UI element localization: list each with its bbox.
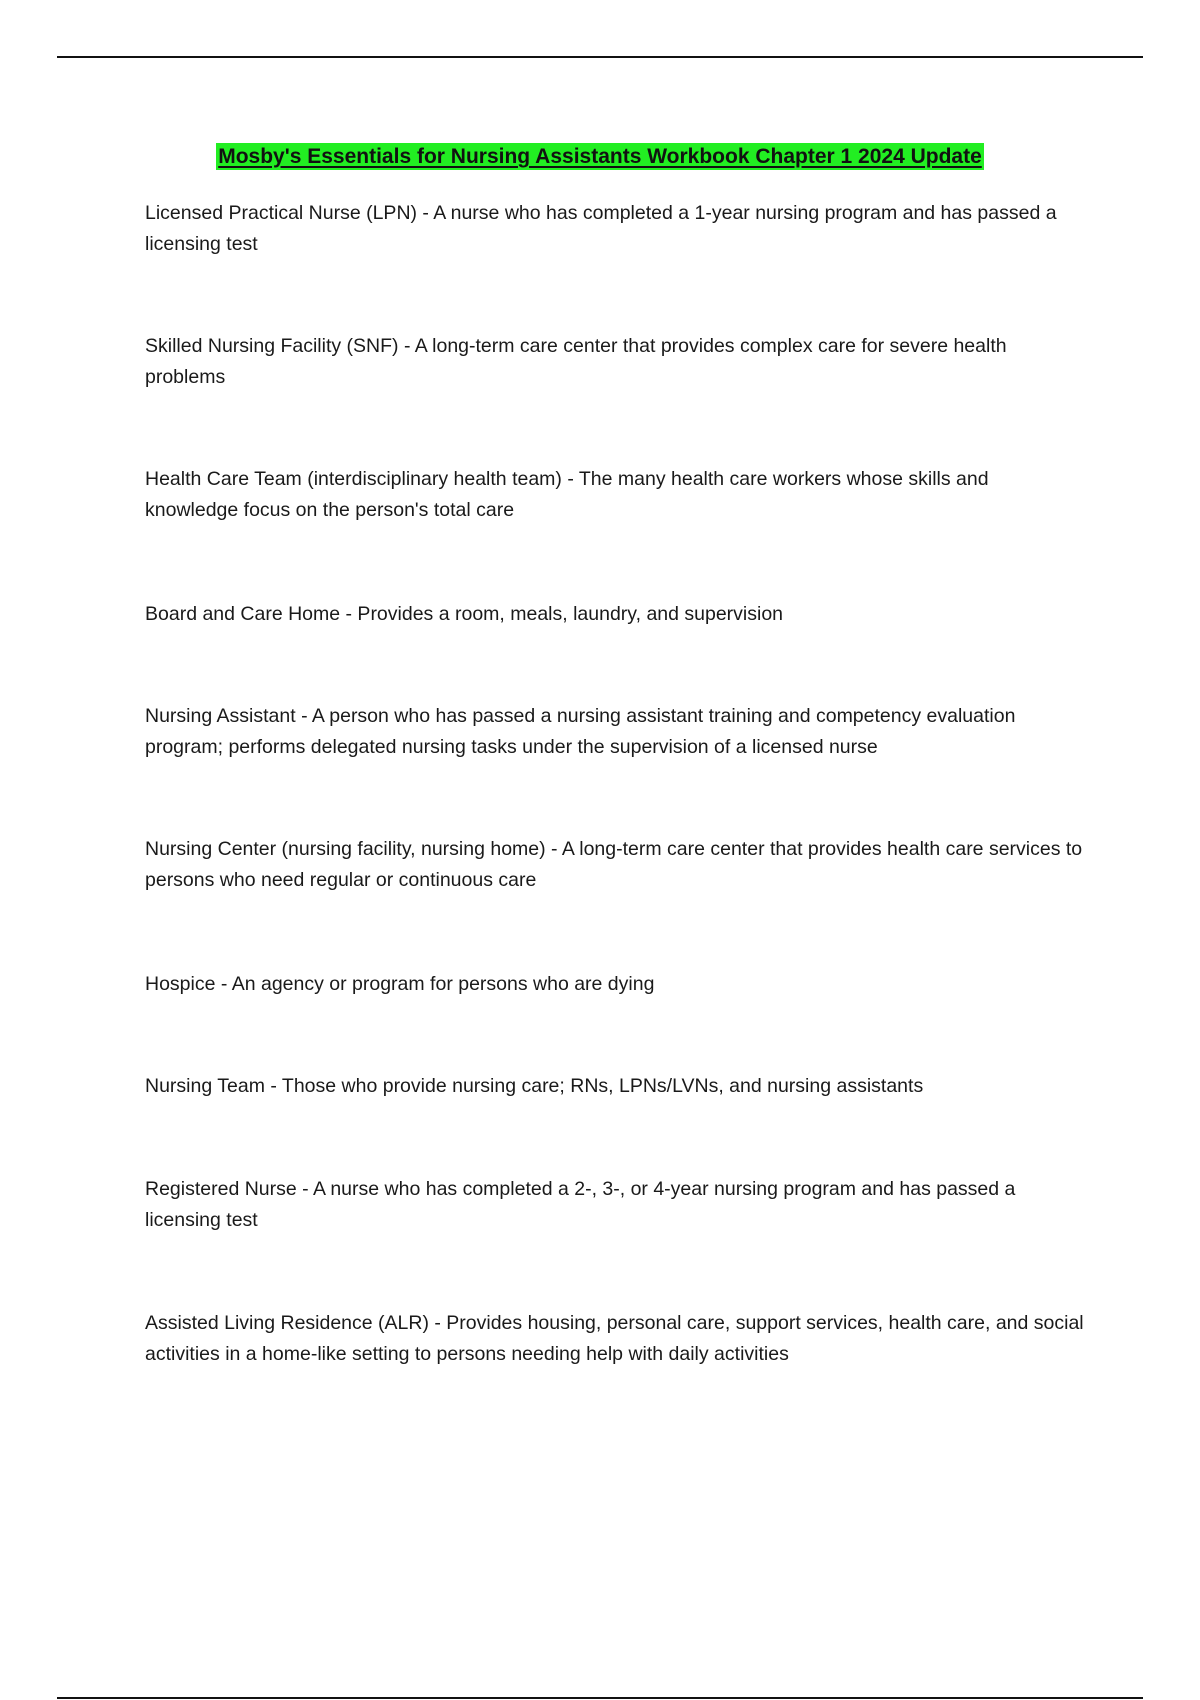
term-entry: Skilled Nursing Facility (SNF) - A long-term care center that provides complex care for severe health problems (145, 335, 1007, 388)
term-entry: Board and Care Home - Provides a room, meals, laundry, and supervision (145, 603, 784, 625)
title-container (0, 143, 1200, 170)
term-entry: Hospice - An agency or program for persons who are dying (145, 973, 655, 995)
term-entry: Registered Nurse - A nurse who has completed a 2-, 3-, or 4-year nursing program and has passed a licensing test (145, 1178, 1016, 1231)
header-rule (57, 56, 1143, 58)
term-entry: Licensed Practical Nurse (LPN) - A nurse who has completed a 1-year nursing program and has passed a licensing test (145, 202, 1057, 255)
term-entry: Health Care Team (interdisciplinary health team) - The many health care workers whose skills and knowledge focus on the person's total care (145, 468, 989, 521)
document-title: Mosby's Essentials for Nursing Assistants Workbook Chapter 1 2024 Update (218, 145, 982, 168)
term-entry: Nursing Team - Those who provide nursing care; RNs, LPNs/LVNs, and nursing assistants (145, 1075, 924, 1097)
footer-rule (57, 1697, 1143, 1699)
term-entry: Nursing Assistant - A person who has passed a nursing assistant training and competency evaluation program; performs delegated nursing tasks under the supervision of a licensed nurse (145, 705, 1016, 758)
term-entry: Nursing Center (nursing facility, nursing home) - A long-term care center that provides health care services to persons who need regular or continuous care (145, 838, 1083, 891)
term-entry: Assisted Living Residence (ALR) - Provides housing, personal care, support services, health care, and social activities in a home-like setting to persons needing help with daily activities (145, 1312, 1084, 1365)
